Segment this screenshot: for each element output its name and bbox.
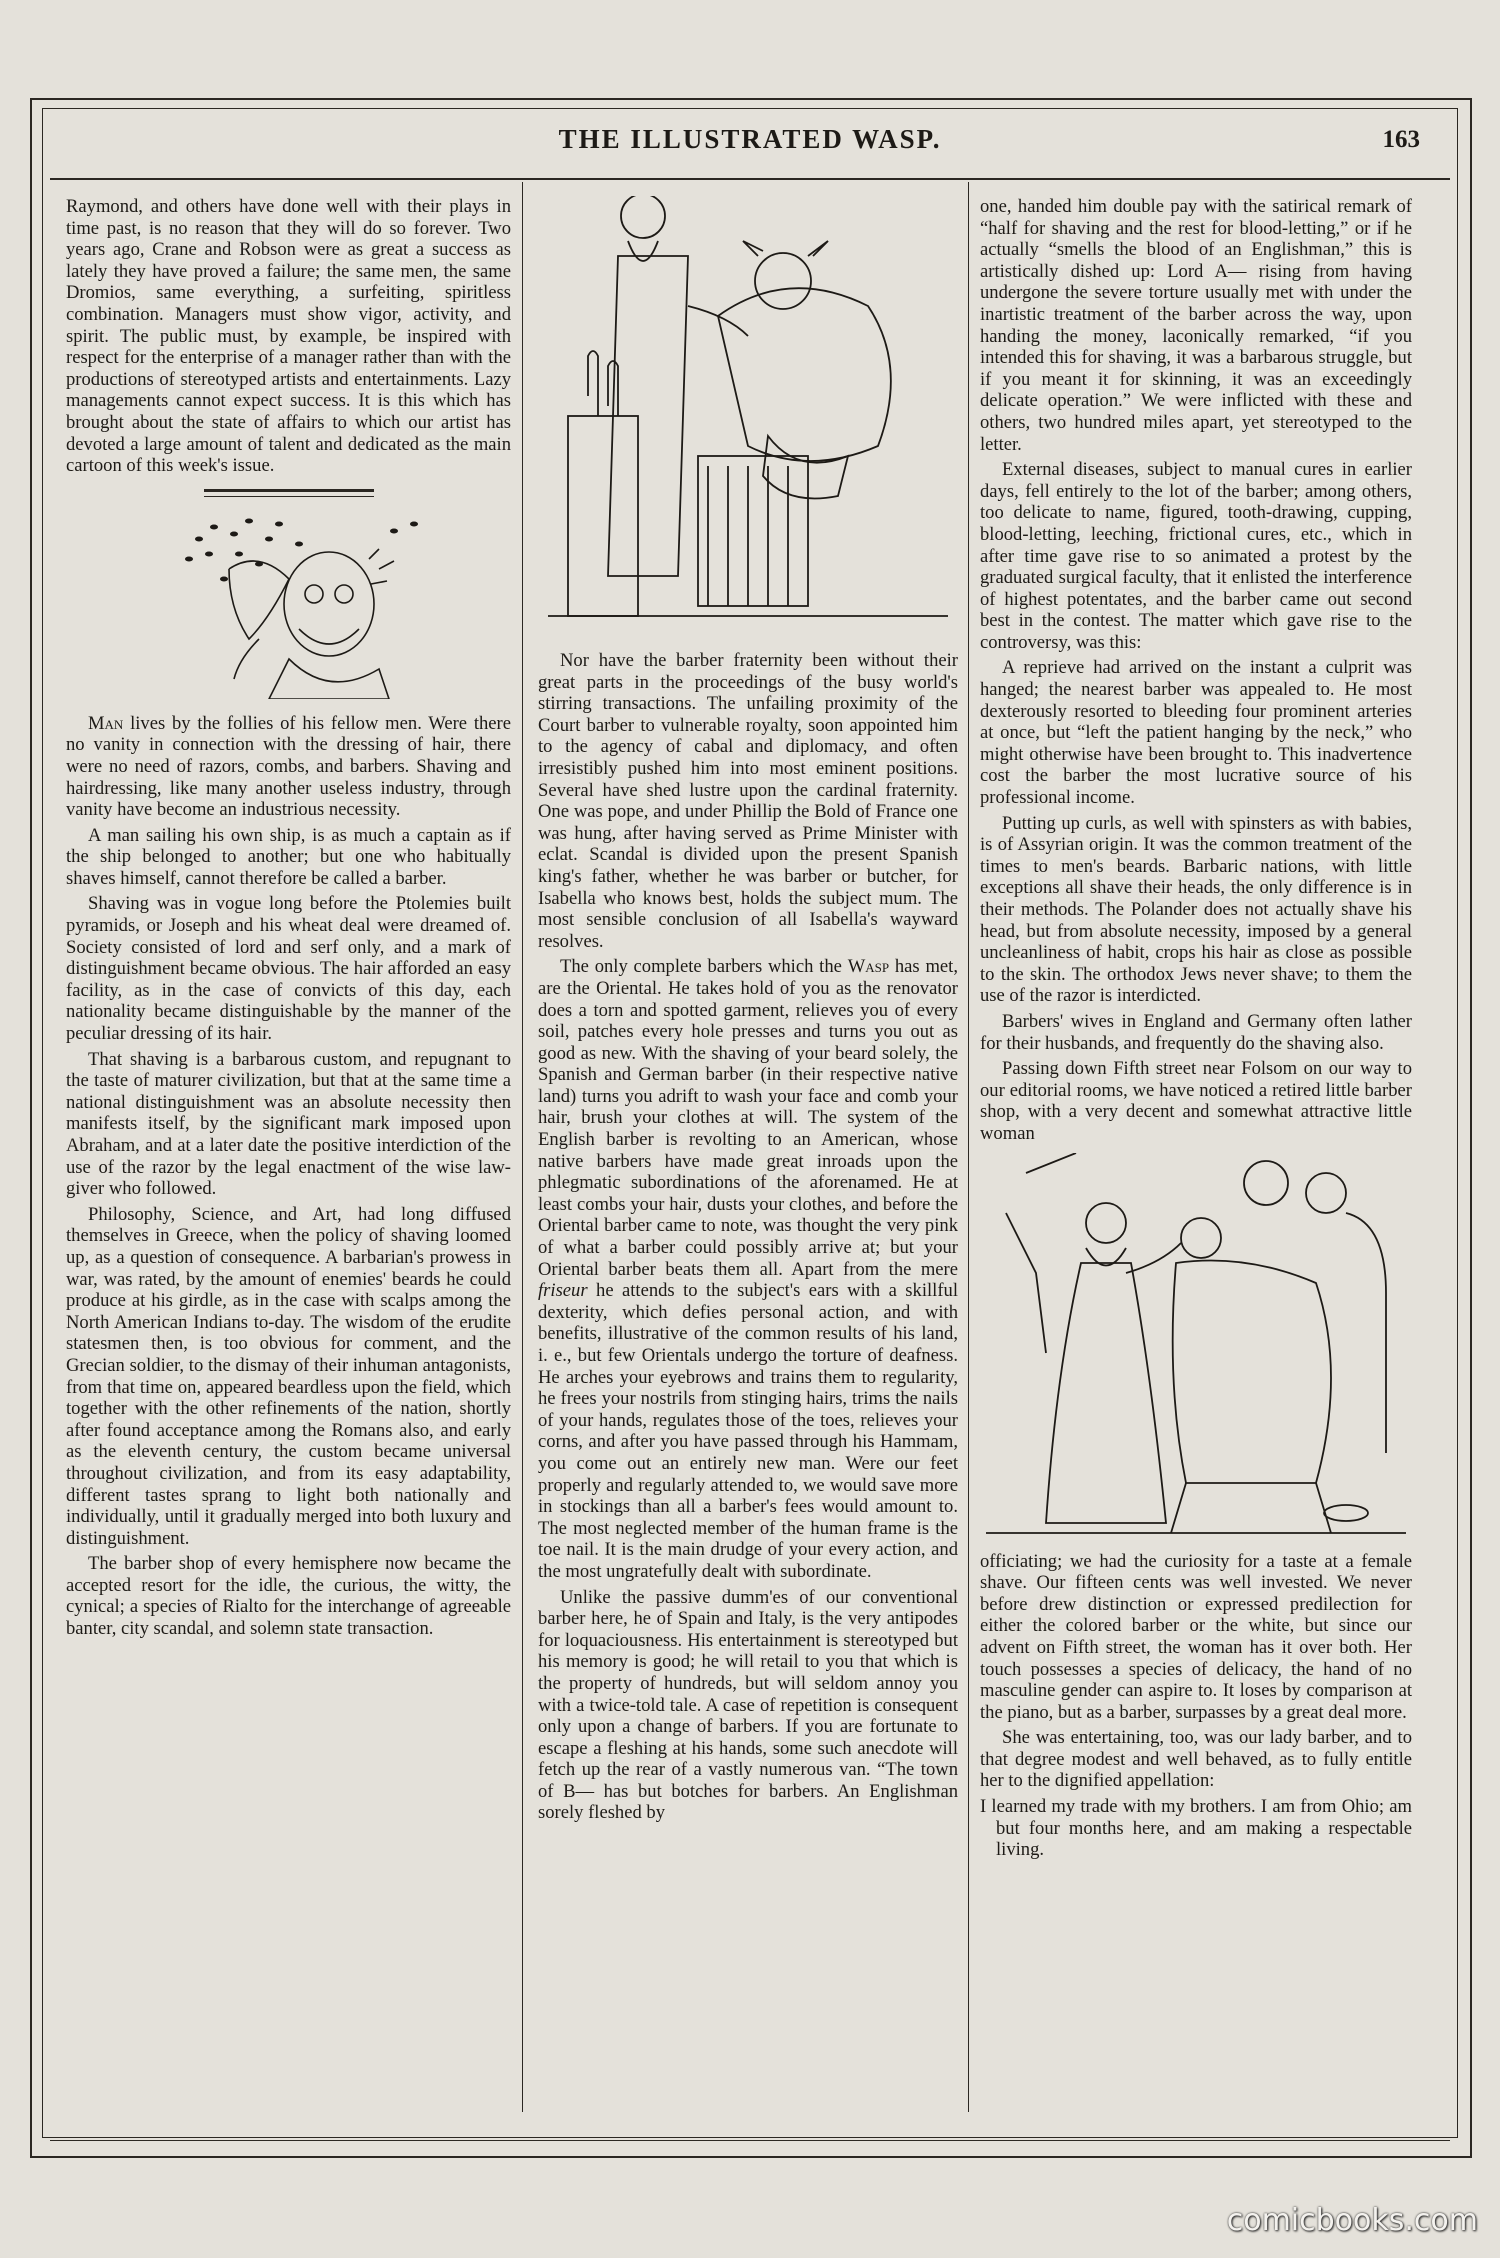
paragraph-text: The only complete barbers which the [560,956,848,978]
paragraph-text: has met, are the Oriental. He takes hold of you as the renovator does a torn and spotted garment, relieves you of every soil, patches every hole presses and turns you out as good as new. With the shaving of your beard solely, the Spanish and German barber (in their respective native land) turns you adrift to wash your face and comb your hair, brush your clothes at will. The system of the English barber is revolting to an American, whose native barbers have made great inroads upon the phlegmatic subordinations of the aforenamed. He at least combs your hair, dusts your clothes, and before the Oriental barber came to note, was thought the very pink of what a barber could possibly arrive at; but your Oriental barber beats them all. Apart from the mere [538,956,958,1280]
paragraph: Shaving was in vogue long before the Ptolemies built pyramids, or Joseph and his wheat deal were dreamed of. Society consisted of lord and serf only, and a mark of distinguishment became obvious. The hair afforded an easy facility, as in the case of convicts of this day, each nationality became distinguishable by the manner of the peculiar dressing of its hair. [66,893,511,1045]
paragraph: Philosophy, Science, and Art, had long diffused themselves in Greece, when the policy of shaving loomed up, as a question of consequence. A barbarian's prowess in war, was rated, by the amount of enemies' beards he could produce at his girdle, as in the case with scalps among the North American Indians to-day. The wisdom of the erudite statesmen then, is too obvious for comment, and the Grecian soldier, to the dismay of their inhuman antagonists, from that time on, appeared beardless upon the field, which together with the other refinements of the nation, shortly after found acceptance among the Romans also, and early as the eleventh century, the custom became universal throughout civilization, and from its easy adaptability, different tastes sprang to light both nationally and individually, until it gradually merged into both luxury and distinguishment. [66,1203,511,1549]
paragraph: That shaving is a barbarous custom, and repugnant to the taste of maturer civilization, but that at the same time a national distinguishment was an absolute necessity then manifests itself, by the significant mark imposed upon Abraham, and at a later date the positive interdiction of the use of the razor by the legal enactment of the wise law-giver who followed. [66,1048,511,1200]
wasp-name: Wasp [847,956,890,978]
bees-illustration [139,509,439,699]
paragraph: Barbers' wives in England and Germany often lather for their husbands, and frequently do the shaving also. [980,1010,1412,1054]
drop-word: Man [88,712,124,734]
column-1 [66,196,511,1644]
quoted-paragraph: I learned my trade with my brothers. I am from Ohio; am but four months here, and am making a respectable living. [980,1796,1412,1861]
column-rule-1 [522,182,523,2112]
paragraph: one, handed him double pay with the satirical remark of “half for shaving and the rest for blood-letting,” or if he actually “smells the blood of an Englishman,” this is artistically dished up: Lord A— rising from having undergone the severe torture usually met with under the inartistic treatment of the barber across the way, upon handing the money, laconically remarked, “if you intended this for shaving, it was a barbarous struggle, but if you meant it for skinning, it was an exceedingly delicate operation.” We were inflicted with these and others, two hundred miles apart, yet stereotyped to the letter. [980,196,1412,455]
column-3 [980,196,1412,1865]
watermark: comicbooks.com [1226,2203,1478,2238]
paragraph: A reprieve had arrived on the instant a culprit was hanged; the nearest barber was appealed to. He most dexterously resorted to bleeding four prominent arteries at once, but “left the patient hanging by the neck,” who might otherwise have been brought to. This inadvertence cost the barber the most lucrative source of his professional income. [980,657,1412,809]
paragraph-text: lives by the follies of his fellow men. Were there no vanity in connection with the dressing of hair, there were no need of razors, combs, and barbers. Shaving and hairdressing, like many another useless industry, through vanity have become an industrious necessity. [66,712,511,821]
paragraph: She was entertaining, too, was our lady barber, and to that degree modest and well behaved, as to fully entitle her to the dignified appellation: [980,1727,1412,1792]
paragraph: Putting up curls, as well with spinsters as with babies, is of Assyrian origin. It was the common treatment of the times to men's beards. Barbaric nations, with little exceptions all shave their heads, the only difference is in their methods. The Polander does not actually shave his head, but from absolute necessity, imposed by a general uncleanliness of habit, crops his hair as close as possible to the skin. The orthodox Jews never shave; to them the use of the razor is interdicted. [980,812,1412,1007]
running-title: THE ILLUSTRATED WASP. [558,124,942,154]
page-number: 163 [1382,126,1420,153]
paragraph: officiating; we had the curiosity for a taste at a female shave. Our fifteen cents was well invested. We never before drew distinction or expressed predilection for either the colored barber or the white, but since our advent on Fifth street, the woman has it over both. Her touch possesses a species of delicacy, the hand of no masculine gender can aspire to. It loses by comparison at the piano, but as a barber, surpasses by a great deal more. [980,1550,1412,1723]
paragraph: External diseases, subject to manual cures in earlier days, fell entirely to the lot of the barber; among others, too delicate to name, figured, tooth-drawing, cupping, blood-letting, leeching, frictional cures, etc., which in after time gave rise to so animated a protest by the graduated surgical faculty, that it enlisted the interference of highest potentates, and the barber came out second best in the contest. The matter which gave rise to the controversy, was this: [980,459,1412,653]
page-header [50,118,1450,180]
paragraph: Passing down Fifth street near Folsom on our way to our editorial rooms, we have noticed a retired little barber shop, with a very decent and somewhat attractive little woman [980,1058,1412,1144]
lady-barber-illustration [986,1153,1406,1543]
paragraph-text: he attends to the subject's ears with a skillful dexterity, which defies personal action, and with benefits, illustrative of the common results of his land, i. e., but few Orientals undergo the torture of deafness. He arches your eyebrows and trains them to regularity, he frees your nostrils from stinging hairs, trims the nails of your hands, regulates those of the toes, relieves your corns, and after you have passed through his Hammam, you come out an entirely new man. Were our feet properly and regularly attended to, we would save more in stockings than all a barber's fees would amount to. The most neglected member of the human frame is the toe nail. It is the main drudge of your every action, and the most ungratefully dealt with subordinate. [538,1280,958,1582]
column-rule-2 [968,182,969,2112]
paragraph [66,713,511,821]
section-separator [204,489,374,497]
paragraph [538,956,958,1582]
barber-cartoon-illustration [548,196,948,636]
paragraph: Unlike the passive dumm'es of our conventional barber here, he of Spain and Italy, is the very antipodes for loquaciousness. His entertainment is stereotyped but his memory is good; he will retail to you that which is the property of hundreds, but will seldom annoy you with a twice-told tale. A case of repetition is consequent only upon a change of barbers. If you are fortunate to escape a fleshing at his hands, some such anecdote will fetch up the rear of a vastly numerous van. “The town of B— has but botches for barbers. An Englishman sorely fleshed by [538,1586,958,1824]
column-2 [538,196,958,1828]
paragraph: The barber shop of every hemisphere now became the accepted resort for the idle, the curious, the witty, the cynical; a species of Rialto for the interchange of agreeable banter, city scandal, and solemn state transaction. [66,1553,511,1640]
paragraph: A man sailing his own ship, is as much a captain as if the ship belonged to another; but one who habitually shaves himself, cannot therefore be called a barber. [66,824,511,889]
italic-word: friseur [538,1280,588,1302]
paragraph: Nor have the barber fraternity been without their great parts in the proceedings of the busy world's stirring transactions. The unfailing proximity of the Court barber to vulnerable royalty, soon appointed him to the agency of cabal and diplomacy, and often irresistibly pushed him into most eminent positions. Several have shed lustre upon the cardinal fraternity. One was pope, and under Phillip the Bold of France one was hung, after having served as Prime Minister with eclat. Scandal is divided upon the present Spanish king's father, whether he was barber or butcher, for Isabella who knows best, holds the subject mum. The most sensible conclusion of all Isabella's wayward resolves. [538,650,958,952]
paragraph: Raymond, and others have done well with their plays in time past, is no reason that they will do so forever. Two years ago, Crane and Robson were as great a success as lately they have proved a failure; the same men, the same Dromios, same everything, a surfeiting, spiritless combination. Managers must show vigor, activity, and spirit. The public must, by example, be inspired with respect for the enterprise of a manager rather than with the productions of stereotyped artists and entertainments. Lazy managements cannot expect success. It is this which has brought about the state of affairs to which our artist has devoted a large amount of talent and dedicated as the main cartoon of this week's issue. [66,196,511,477]
footer-rule [50,2140,1450,2141]
